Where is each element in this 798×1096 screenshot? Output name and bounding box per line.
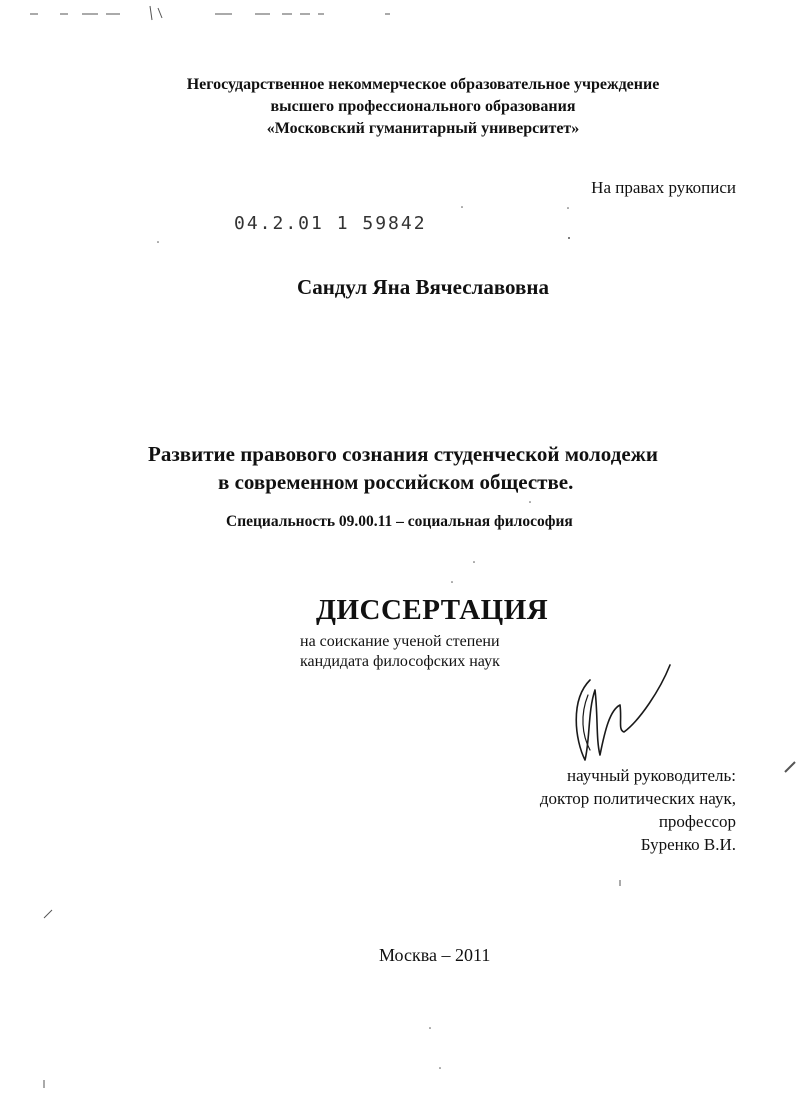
- inventory-number: 04.2.01 1 59842: [234, 213, 427, 234]
- manuscript-note: На правах рукописи: [591, 178, 736, 197]
- supervisor-block: [540, 764, 736, 856]
- dissertation-label: ДИССЕРТАЦИЯ: [316, 594, 549, 626]
- institution-line-1: Негосударственное некоммерческое образовательное учреждение: [186, 76, 660, 93]
- institution-line-3: «Московский гуманитарный университет»: [266, 120, 580, 137]
- author-name: Сандул Яна Вячеславовна: [297, 275, 549, 299]
- supervisor-line-4: Буренко В.И.: [640, 835, 736, 854]
- specialty-line: Специальность 09.00.11 – социальная философия: [226, 513, 573, 530]
- degree-line-2: кандидата философских наук: [300, 653, 500, 670]
- city-year: Москва – 2011: [379, 945, 491, 965]
- thesis-title-line-1: Развитие правового сознания студенческой молодежи: [148, 442, 658, 466]
- degree-description: [300, 632, 500, 672]
- degree-line-1: на соискание ученой степени: [300, 633, 500, 650]
- supervisor-line-1: научный руководитель:: [567, 766, 736, 785]
- supervisor-line-3: профессор: [658, 812, 736, 831]
- signature-image: [560, 660, 680, 770]
- thesis-title-line-2: в современном российском обществе.: [218, 470, 574, 494]
- institution-header: [100, 74, 746, 140]
- institution-line-2: высшего профессионального образования: [270, 98, 576, 115]
- supervisor-line-2: доктор политических наук,: [539, 789, 736, 808]
